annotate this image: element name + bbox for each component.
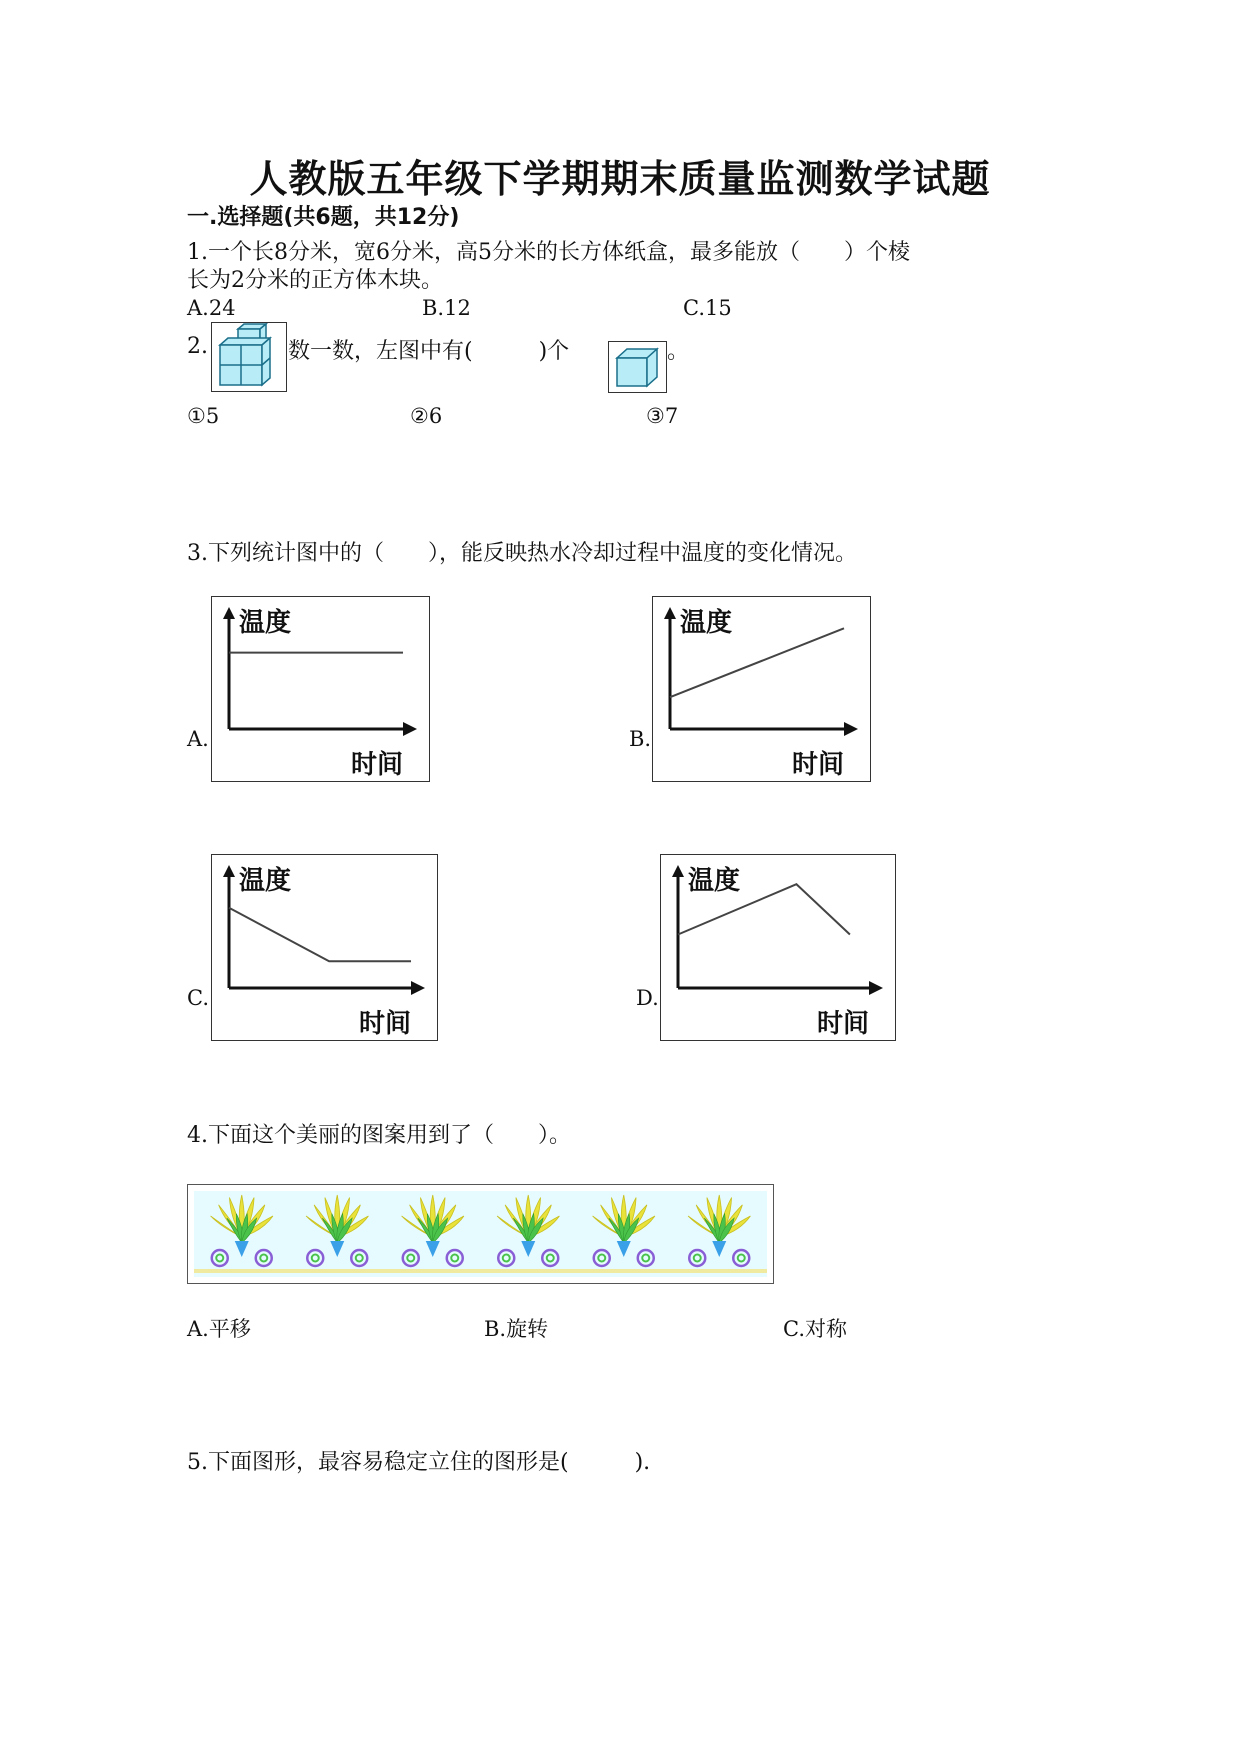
x-axis-arrow <box>844 722 858 736</box>
q4-text: 4.下面这个美丽的图案用到了（ ）。 <box>187 1123 571 1148</box>
chart-a <box>211 596 430 782</box>
x-axis-label: 时间 <box>817 1009 870 1039</box>
y-axis-arrow <box>223 607 235 619</box>
cube-stack-figure <box>211 322 287 392</box>
y-axis-arrow <box>672 865 684 877</box>
series-line <box>670 628 844 697</box>
series-line <box>229 908 411 962</box>
q4-option-c[interactable]: C.对称 <box>783 1317 847 1341</box>
q3-option-b[interactable]: B. <box>629 727 652 751</box>
q2-option-3[interactable]: ③7 <box>646 404 679 428</box>
q1-option-a[interactable]: A.24 <box>187 296 236 320</box>
q1-option-c[interactable]: C.15 <box>683 296 732 320</box>
q1-option-b[interactable]: B.12 <box>422 296 471 320</box>
chart-b <box>652 596 871 782</box>
y-axis-arrow <box>664 607 676 619</box>
q2-option-2[interactable]: ②6 <box>410 404 443 428</box>
frieze-background <box>194 1191 767 1277</box>
chart-svg <box>661 855 895 1040</box>
frieze-bottom-band <box>194 1269 767 1273</box>
q1-text-line1: 1.一个长8分米，宽6分米，高5分米的长方体纸盒，最多能放（ ）个棱 <box>187 240 910 265</box>
unit-cube-icon <box>609 342 666 392</box>
frieze-svg <box>188 1185 773 1283</box>
chart-svg <box>653 597 870 781</box>
frieze-pattern <box>187 1184 774 1284</box>
y-axis-label: 温度 <box>680 608 733 638</box>
chart-d <box>660 854 896 1041</box>
x-axis-arrow <box>403 722 417 736</box>
unit-cube-figure <box>608 341 667 393</box>
x-axis-label: 时间 <box>792 750 845 780</box>
q3-text: 3.下列统计图中的（ ），能反映热水冷却过程中温度的变化情况。 <box>187 541 857 566</box>
q1-text-line2: 长为2分米的正方体木块。 <box>187 268 443 293</box>
chart-c <box>211 854 438 1041</box>
q3-option-a[interactable]: A. <box>187 727 209 751</box>
x-axis-arrow <box>869 981 883 995</box>
q4-option-b[interactable]: B.旋转 <box>484 1317 549 1341</box>
q5-text: 5.下面图形，最容易稳定立住的图形是( ). <box>187 1450 651 1475</box>
chart-svg <box>212 855 437 1040</box>
q2-text-end: 。 <box>667 339 690 364</box>
q3-option-c[interactable]: C. <box>187 986 209 1010</box>
cube-stack-icon <box>212 323 286 391</box>
x-axis-label: 时间 <box>351 750 404 780</box>
page-title: 人教版五年级下学期期末质量监测数学试题 <box>249 157 991 201</box>
x-axis-label: 时间 <box>359 1009 412 1039</box>
y-axis-label: 温度 <box>688 866 741 896</box>
section-heading: 一.选择题(共6题，共12分) <box>187 205 460 230</box>
y-axis-label: 温度 <box>239 608 292 638</box>
y-axis-label: 温度 <box>239 866 292 896</box>
x-axis-arrow <box>411 981 425 995</box>
q3-option-d[interactable]: D. <box>636 986 659 1010</box>
q2-number: 2. <box>187 334 208 359</box>
q4-option-a[interactable]: A.平移 <box>187 1317 251 1341</box>
chart-svg <box>212 597 429 781</box>
y-axis-arrow <box>223 865 235 877</box>
q2-text: 数一数，左图中有( )个 <box>288 339 570 364</box>
q2-option-1[interactable]: ①5 <box>187 404 220 428</box>
